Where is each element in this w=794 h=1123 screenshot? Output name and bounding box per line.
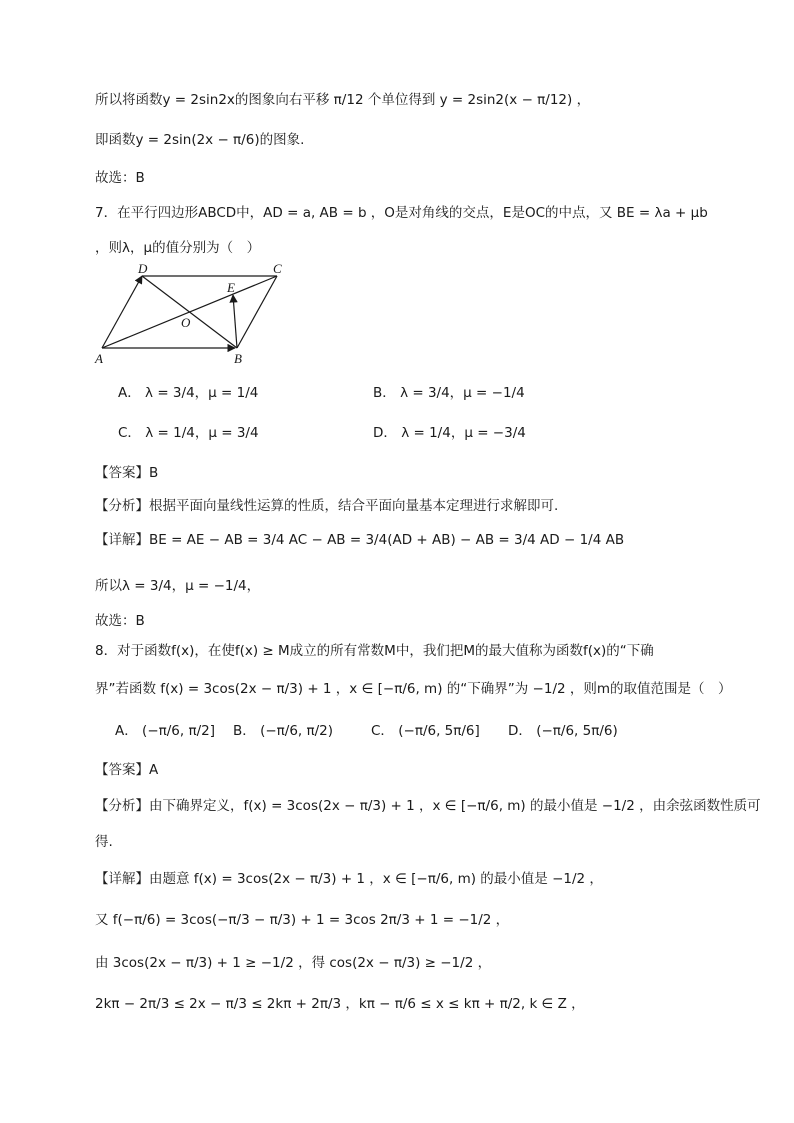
q7-option-d[interactable] [373, 423, 526, 443]
q8-option-c[interactable] [371, 721, 480, 741]
option-text: (−π/6, 5π/6) [536, 723, 618, 739]
label-e: E [227, 280, 235, 295]
option-text: λ = 3/4，μ = −1/4 [400, 385, 525, 401]
side-bc [237, 276, 277, 348]
option-label: B． [373, 385, 396, 401]
q8-stem-line-1: 8．对于函数f(x)，在使f(x) ≥ M成立的所有常数M中，我们把M的最大值称为函数f(x)的“下确 [95, 643, 654, 659]
option-text: (−π/6, 5π/6] [398, 723, 480, 739]
q7-detail: 【详解】BE = AE − AB = 3/4 AC − AB = 3/4(AD + AB) − AB = 3/4 AD − 1/4 AB [95, 532, 625, 548]
label-c: C [273, 262, 282, 276]
option-label: A． [118, 385, 141, 401]
prev-line-2: 即函数y = 2sin(2x − π/6)的图象. [95, 132, 305, 148]
option-text: (−π/6, π/2) [260, 723, 334, 739]
q7-stem-line-1: 7．在平行四边形ABCD中，AD = a, AB = b ，O是对角线的交点，E是OC的中点，又 BE = λa + μb [95, 205, 708, 221]
q7-option-c[interactable] [118, 423, 259, 443]
prev-answer: 故选：B [95, 170, 145, 186]
q8-detail-line-3: 由 3cos(2x − π/3) + 1 ≥ −1/2 ，得 cos(2x − π/3) ≥ −1/2 ， [95, 955, 492, 971]
q7-answer: 【答案】B [95, 465, 159, 481]
option-text: λ = 3/4，μ = 1/4 [145, 385, 259, 401]
option-text: (−π/6, π/2] [142, 723, 216, 739]
q7-stem-line-2: ，则λ，μ的值分别为（ ） [95, 240, 261, 256]
q8-option-b[interactable] [233, 721, 333, 741]
side-ad [102, 276, 142, 348]
q8-stem-line-2: 界”若函数 f(x) = 3cos(2x − π/3) + 1 ，x ∈ [−π/6, m) 的“下确界”为 −1/2 ，则m的取值范围是（ ） [95, 681, 732, 697]
q7-option-b[interactable] [373, 383, 525, 403]
label-b: B [234, 351, 242, 366]
prev-line-1: 所以将函数y = 2sin2x的图象向右平移 π/12 个单位得到 y = 2sin2(x − π/12) ， [95, 92, 591, 108]
option-label: A． [115, 723, 138, 739]
option-label: C． [118, 425, 141, 441]
option-label: B． [233, 723, 256, 739]
q8-option-a[interactable] [115, 721, 215, 741]
q8-option-d[interactable] [508, 721, 618, 741]
q7-option-a[interactable] [118, 383, 258, 403]
label-o: O [181, 315, 191, 330]
q8-answer: 【答案】A [95, 762, 159, 778]
label-d: D [138, 262, 148, 276]
label-a: A [95, 351, 103, 366]
q7-so: 所以λ = 3/4，μ = −1/4， [95, 578, 261, 594]
q8-detail-line-2: 又 f(−π/6) = 3cos(−π/3 − π/3) + 1 = 3cos 2π/3 + 1 = −1/2 ， [95, 912, 510, 928]
q7-choose: 故选：B [95, 613, 145, 629]
option-label: D． [508, 723, 532, 739]
vector-be [233, 295, 237, 348]
option-label: D． [373, 425, 397, 441]
q7-analysis: 【分析】根据平面向量线性运算的性质，结合平面向量基本定理进行求解即可. [95, 498, 559, 514]
diagonal-bd [142, 276, 237, 348]
parallelogram-figure [92, 262, 292, 372]
q8-analysis-line-2: 得. [95, 834, 113, 850]
option-label: C． [371, 723, 394, 739]
q8-analysis-line-1: 【分析】由下确界定义，f(x) = 3cos(2x − π/3) + 1 ，x ∈ [−π/6, m) 的最小值是 −1/2 ，由余弦函数性质可 [95, 798, 761, 814]
q8-detail-line-1: 【详解】由题意 f(x) = 3cos(2x − π/3) + 1 ，x ∈ [−π/6, m) 的最小值是 −1/2 ， [95, 871, 603, 887]
option-text: λ = 1/4，μ = 3/4 [145, 425, 259, 441]
option-text: λ = 1/4，μ = −3/4 [401, 425, 526, 441]
q8-detail-line-4: 2kπ − 2π/3 ≤ 2x − π/3 ≤ 2kπ + 2π/3 ，kπ − π/6 ≤ x ≤ kπ + π/2, k ∈ Z ， [95, 996, 585, 1012]
